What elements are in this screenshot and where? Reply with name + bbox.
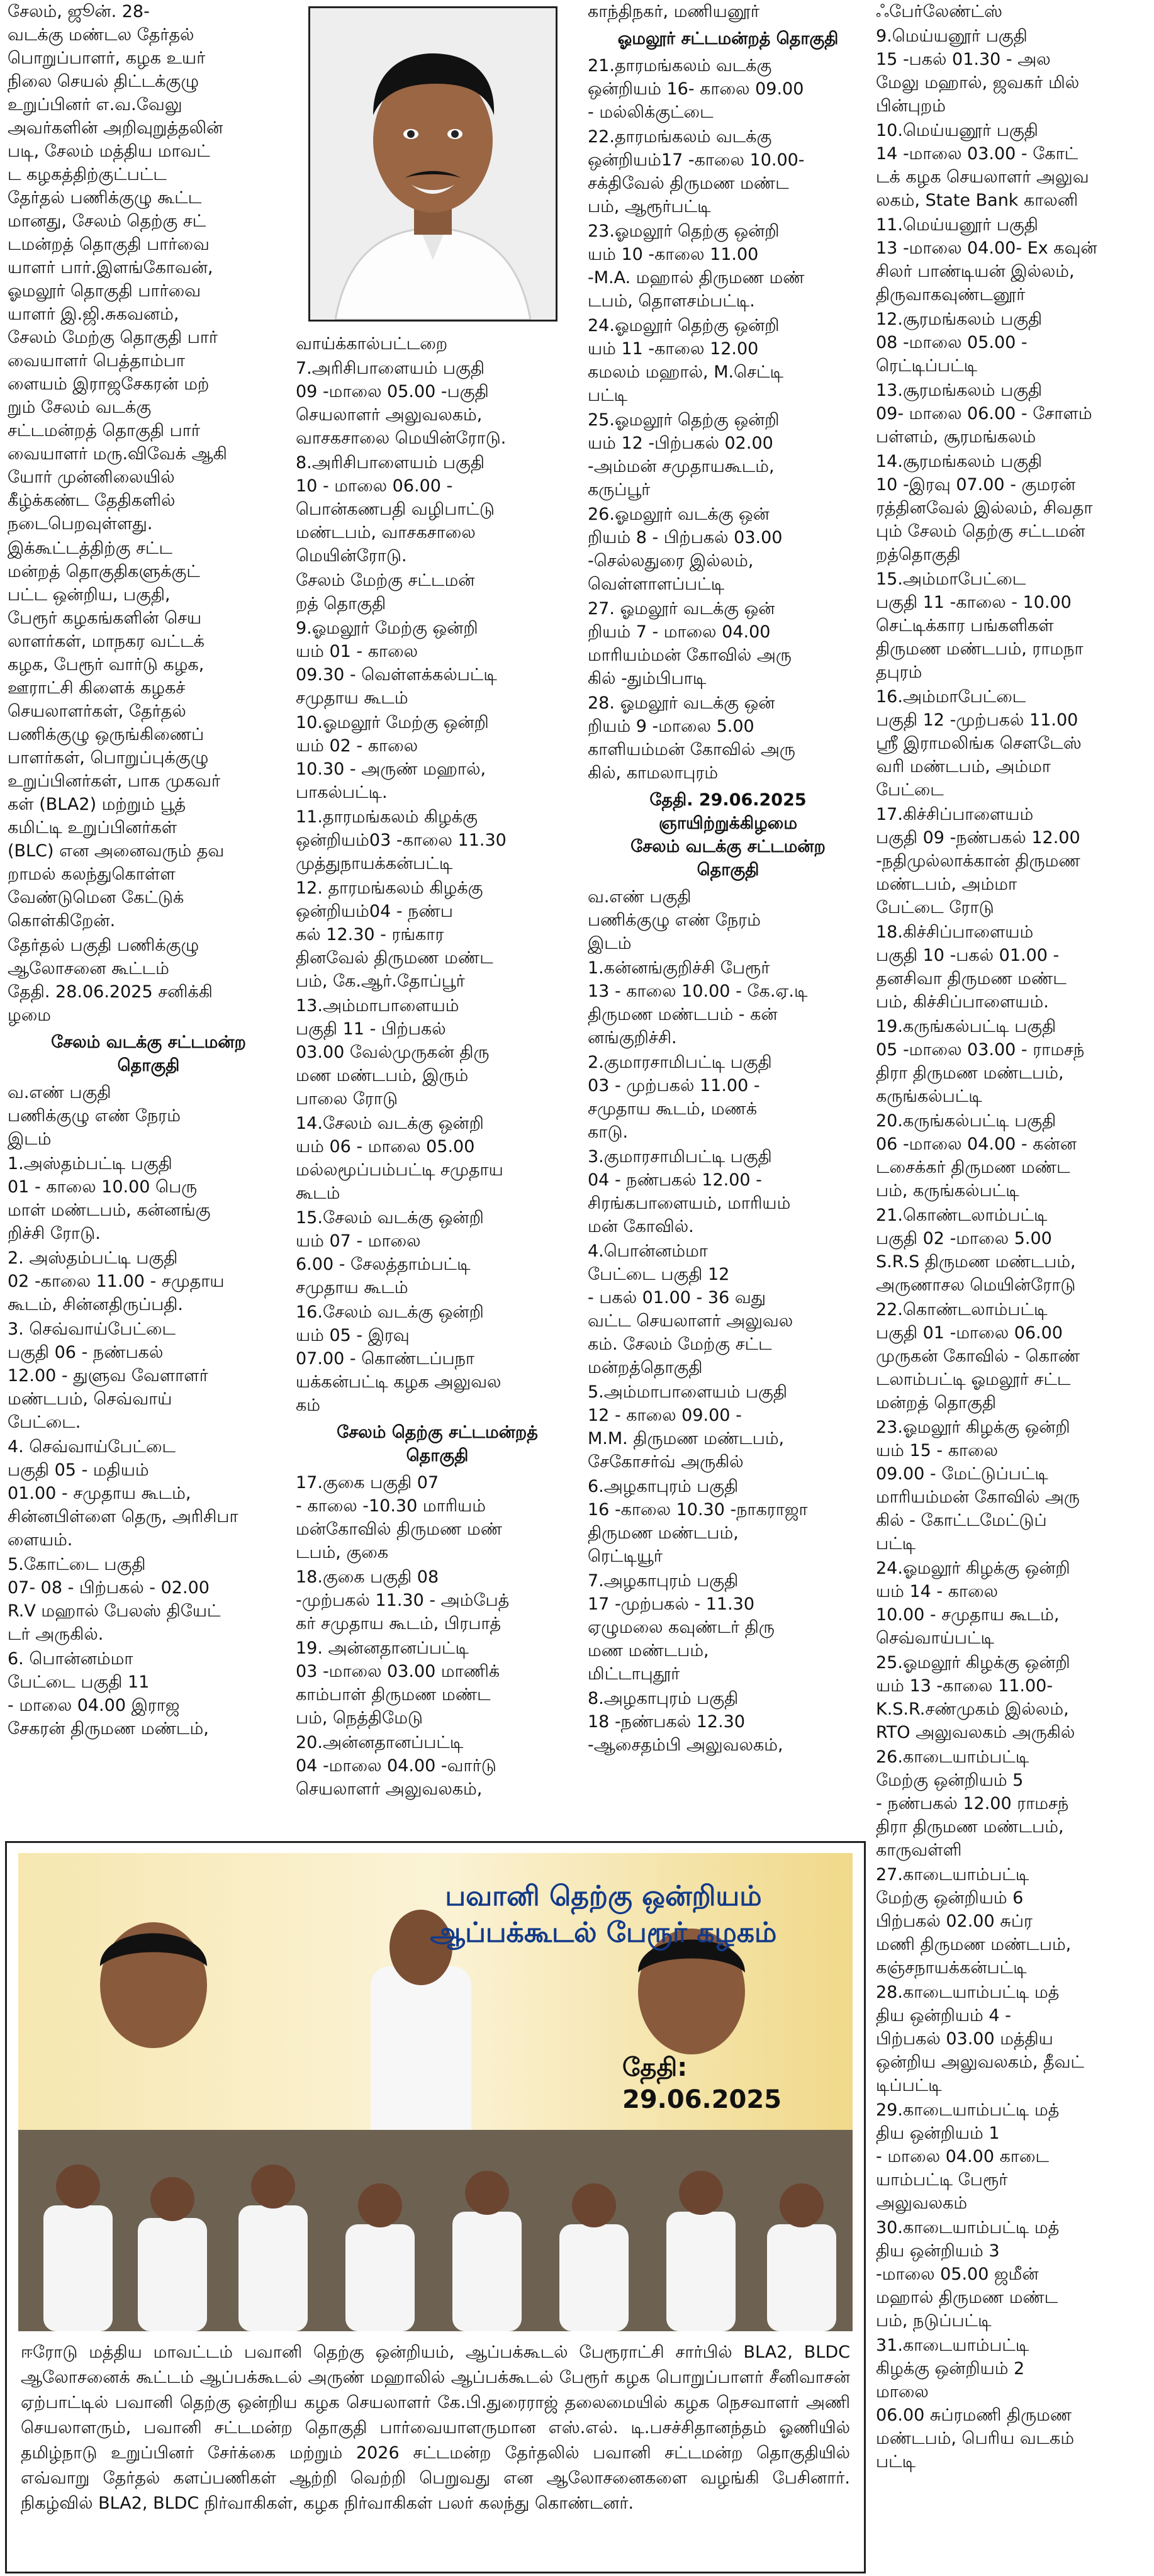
schedule-entry: வ.எண் பகுதி பணிக்குழு எண் நேரம் இடம் bbox=[8, 1083, 181, 1149]
meeting-date-paragraph: தேர்தல் பகுதி பணிக்குழு ஆலோசனை கூட்டம் தேதி. 28.06.2025 சனிக்கி ழமை bbox=[8, 936, 213, 1025]
schedule-entry: 12.சூரமங்கலம் பகுதி 08 -மாலை 05.00 - ரெட்டிப்பட்டி bbox=[876, 310, 1043, 376]
schedule-entry: 26.காடையாம்பட்டி மேற்கு ஒன்றியம் 5 - நண்பகல் 12.00 ராமசந் திரா திருமண மண்டபம், காருவள்ளி bbox=[876, 1747, 1069, 1860]
schedule-entry: 8.அழகாபுரம் பகுதி 18 -நண்பகல் 12.30 -ஆசைதம்பி அலுவலகம், bbox=[588, 1689, 783, 1755]
section-heading: சேலம் தெற்கு சட்டமன்றத் தொகுதி bbox=[337, 1423, 538, 1465]
schedule-entry: 6.அழகாபுரம் பகுதி 16 -காலை 10.30 -நாகராஜா திருமண மண்டபம், ரெட்டியூர் bbox=[588, 1477, 808, 1566]
schedule-entry: 27. ஓமலூர் வடக்கு ஒன் றியம் 7 - மாலை 04.00 மாரியம்மன் கோவில் அரு கில் -தும்பிபாடி bbox=[588, 599, 792, 688]
event-caption: ஈரோடு மத்திய மாவட்டம் பவானி தெற்கு ஒன்றியம், ஆப்பக்கூடல் பேரூராட்சி சார்பில் BLA2, BLDC ஆலோசனைக் கூட்டம் ஆப்பக்கூடல் அருண் மஹாலில் ஆப்பக்கூடல் பேரூர் கழக பொறுப்பாளர் சீனிவாசன் ஏற்பாட்டில் பவானி தெற்கு ஒன்றிய கழக செயலாளர் கே.பி.துரைராஜ் தலைமையில் கழக நெசவாளர் அணி செயலாளரும், பவானி சட்டமன்ற தொகுதி பார்வையாளருமான எஸ்.எல். டி.பசச்சிதானந்தம் ஓணியில் தமிழ்நாடு உறுப்பினர் சேர்க்கை மற்றும் 2026 சட்டமன்ற தேர்தலில் பவானி சட்டமன்ற தொகுதியில் எவ்வாறு தேர்தல் களப்பணிகள் ஆற்றி வெற்றி பெறுவது என ஆலோசனைகளை வழங்கி பேசினார். நிகழ்வில் BLA2, BLDC நிர்வாகிகள், கழக நிர்வாகிகள் பலர் கலந்து கொண்டனர். bbox=[21, 2343, 850, 2513]
section-heading: சேலம் வடக்கு சட்டமன்ற தொகுதி bbox=[51, 1033, 246, 1075]
schedule-entry: 16.சேலம் வடக்கு ஒன்றி யம் 05 - இரவு 07.00 - கொண்டப்பநா யக்கன்பட்டி கழக அலுவல கம் bbox=[296, 1302, 501, 1415]
schedule-entry: 11.தாரமங்கலம் கிழக்கு ஒன்றியம்03 -காலை 11.30 முத்துநாயக்கன்பட்டி bbox=[296, 807, 507, 873]
schedule-entry: 3. செவ்வாய்பேட்டை பகுதி 06 - நண்பகல் 12.00 - துளுவ வேளாளர் மண்டபம், செவ்வாய் பேட்டை. bbox=[8, 1319, 208, 1432]
schedule-entry: 28.காடையாம்பட்டி மத் திய ஒன்றியம் 4 - பிற்பகல் 03.00 மத்திய ஒன்றிய அலுவலகம், தீவட் டிப்பட்டி bbox=[876, 1983, 1084, 2095]
date-heading: தேதி. 29.06.2025 ஞாயிற்றுக்கிழமை சேலம் வடக்கு சட்டமன்ற தொகுதி bbox=[630, 790, 826, 880]
schedule-entry: 4. செவ்வாய்பேட்டை பகுதி 05 - மதியம் 01.00 - சமுதாய கூடம், சின்னபிள்ளை தெரு, அரிசிபா ளையம். bbox=[8, 1437, 238, 1550]
schedule-entry: 23.ஓமலூர் கிழக்கு ஒன்றி யம் 15 - காலை 09.00 - மேட்டுப்பட்டி மாரியம்மன் கோவில் அரு கில் - கோட்டமேட்டுப் பட்டி bbox=[876, 1418, 1080, 1554]
schedule-entry: 2. அஸ்தம்பட்டி பகுதி 02 -காலை 11.00 - சமுதாய கூடம், சின்னதிருப்பதி. bbox=[8, 1248, 225, 1314]
banner-title: பவானி தெற்கு ஒன்றியம் ஆப்பக்கூடல் பேரூர் கழகம் bbox=[430, 1880, 777, 1949]
schedule-entry: 7.அழகாபுரம் பகுதி 17 -முற்பகல் - 11.30 ஏழுமலை கவுண்டர் திரு மண மண்டபம், மிட்டாபுதூர் bbox=[588, 1571, 775, 1684]
schedule-entry: 8.அரிசிபாளையம் பகுதி 10 - மாலை 06.00 - பொன்கணபதி வழிபாட்டு மண்டபம், வாசகசாலை மெயின்ரோடு. bbox=[296, 453, 495, 566]
schedule-entry: 18.குகை பகுதி 08 -முற்பகல் 11.30 - அம்பேத் கர் சமுதாய கூடம், பிரபாத் bbox=[296, 1567, 510, 1633]
intro-paragraph: இக்கூட்டத்திற்கு சட்ட மன்றத் தொகுதிகளுக்குட் பட்ட ஒன்றிய, பகுதி, பேரூர் கழகங்களின் செய லாளர்கள், மாநகர வட்டக் கழக, பேரூர் வார்டு கழக, ஊராட்சி கிளைக் கழகச் செயலாளர்கள், தேர்தல் பணிக்குழு ஒருங்கிணைப் பாளர்கள், பொறுப்புக்குழு உறுப்பினர்கள், பாக முகவர் கள் (BLA2) மற்றும் பூத் கமிட்டி உறுப்பினர்கள் (BLC) என அனைவரும் தவ றாமல் கலந்துகொள்ள வேண்டுமென கேட்டுக் கொள்கிறேன். bbox=[8, 539, 225, 931]
schedule-entry: 20.கருங்கல்பட்டி பகுதி 06 -மாலை 04.00 - கன்ன டசைக்கர் திருமண மண்ட பம், கருங்கல்பட்டி bbox=[876, 1111, 1077, 1201]
section-heading: ஓமலூர் சட்டமன்றத் தொகுதி bbox=[617, 29, 839, 48]
schedule-entry: வாய்க்கால்பட்டறை bbox=[296, 334, 448, 354]
schedule-entry: 2.குமாரசாமிபட்டி பகுதி 03 - முற்பகல் 11.00 - சமுதாய கூடம், மணக் காடு. bbox=[588, 1053, 772, 1142]
schedule-entry: 12. தாரமங்கலம் கிழக்கு ஒன்றியம்04 - நண்ப கல் 12.30 - ரங்கார தினவேல் திருமண மண்ட பம், கே.ஆர்.தோப்பூர் bbox=[296, 878, 493, 991]
schedule-entry: 14.சேலம் வடக்கு ஒன்றி யம் 06 - மாலை 05.00 மல்லமூப்பம்பட்டி சமுதாய கூடம் bbox=[296, 1114, 503, 1203]
schedule-entry: 15.சேலம் வடக்கு ஒன்றி யம் 07 - மாலை 6.00 - சேலத்தாம்பட்டி சமுதாய கூடம் bbox=[296, 1208, 484, 1297]
schedule-entry: 6. பொன்னம்மா பேட்டை பகுதி 11 - மாலை 04.00 இராஜ சேகரன் திருமண மண்டம், bbox=[8, 1649, 209, 1739]
banner-date: தேதி: 29.06.2025 bbox=[622, 2053, 782, 2114]
schedule-entry: 9.மெய்யனூர் பகுதி 15 -பகல் 01.30 - அல மேலு மஹால், ஜவகர் மில் பின்புறம் bbox=[876, 26, 1080, 116]
schedule-entry: 31.காடையாம்பட்டி கிழக்கு ஒன்றியம் 2 மாலை 06.00 சுப்ரமணி திருமண மண்டபம், பெரிய வடகம் பட்டி bbox=[876, 2336, 1075, 2472]
schedule-entry: 21.கொண்டலாம்பட்டி பகுதி 02 -மாலை 5.00 S.R.S திருமண மண்டபம், அருணாசல மெயின்ரோடு bbox=[876, 1206, 1076, 1295]
schedule-entry: 30.காடையாம்பட்டி மத் திய ஒன்றியம் 3 -மாலை 05.00 ஜமீன் மஹால் திருமண மண்ட பம், நடுப்பட்டி bbox=[876, 2218, 1060, 2331]
schedule-entry: 14.சூரமங்கலம் பகுதி 10 -இரவு 07.00 - குமரன் ரத்தினவேல் இல்லம், சிவதா பும் சேலம் தெற்கு சட்டமன் றத்தொகுதி bbox=[876, 452, 1093, 564]
schedule-entry: 19.கருங்கல்பட்டி பகுதி 05 -மாலை 03.00 - ராமசந் திரா திருமண மண்டபம், கருங்கல்பட்டி bbox=[876, 1017, 1085, 1106]
schedule-entry: 26.ஓமலூர் வடக்கு ஒன் றியம் 8 - பிற்பகல் 03.00 -செல்லதுரை இல்லம், வெள்ளாளப்பட்டி bbox=[588, 505, 783, 594]
schedule-entry: 1.கன்னங்குறிச்சி பேரூர் 13 - காலை 10.00 - கே.ஏ.டி திருமண மண்டபம் - கன் னங்குறிச்சி. bbox=[588, 958, 808, 1048]
schedule-entry: 15.அம்மாபேட்டை பகுதி 11 -காலை - 10.00 செட்டிக்கார பங்களிகள் திருமண மண்டபம், ராமநா தபுரம் bbox=[876, 569, 1084, 682]
schedule-entry: 17.குகை பகுதி 07 - காலை -10.30 மாரியம் மன்கோவில் திருமண மண் டபம், குகை bbox=[296, 1473, 503, 1562]
schedule-entry: 10.மெய்யனூர் பகுதி 14 -மாலை 03.00 - கோட் டக் கழக செயலாளர் அலுவ லகம், State Bank காலனி bbox=[876, 121, 1089, 210]
schedule-entry: 25.ஓமலூர் கிழக்கு ஒன்றி யம் 13 -காலை 11.00- K.S.R.சண்முகம் இல்லம், RTO அலுவலகம் அருகில் bbox=[876, 1653, 1075, 1742]
schedule-entry: வ.எண் பகுதி பணிக்குழு எண் நேரம் இடம் bbox=[588, 887, 761, 953]
schedule-entry: காந்திநகர், மணியனூர் bbox=[588, 2, 760, 21]
schedule-entry: 10.ஓமலூர் மேற்கு ஒன்றி யம் 02 - காலை 10.30 - அருண் மஹால், பாகல்பட்டி. bbox=[296, 713, 489, 802]
portrait-illustration bbox=[310, 8, 556, 320]
schedule-entry: 18.கிச்சிப்பாளையம் பகுதி 10 -பகல் 01.00 - தனசிவா திருமண மண்ட பம், கிச்சிப்பாளையம். bbox=[876, 922, 1067, 1012]
portrait-photo bbox=[308, 6, 557, 322]
intro-paragraph: சேலம், ஜூன். 28- வடக்கு மண்டல தேர்தல் பொறுப்பாளர், கழக உயர் நிலை செயல் திட்டக்குழு உறுப்பினர் எ.வ.வேலு அவர்களின் அறிவுறுத்தலின் படி, சேலம் மத்திய மாவட் ட கழகத்திற்குட்பட்ட தேர்தல் பணிக்குழு கூட்ட மானது, சேலம் தெற்கு சட் டமன்றத் தொகுதி பார்வை யாளர் பார்.இளங்கோவன், ஓமலூர் தொகுதி பார்வை யாளர் இ.ஜி.சுகவனம், சேலம் மேற்கு தொகுதி பார் வையாளர் பெத்தாம்பா ளையம் இராஜசேகரன் மற் றும் சேலம் வடக்கு சட்டமன்றத் தொகுதி பார் வையாளர் மரு.விவேக் ஆகி யோர் முன்னிலையில் கீழ்க்கண்ட தேதிகளில் நடைபெறவுள்ளது. bbox=[8, 2, 227, 534]
schedule-entry: 17.கிச்சிப்பாளையம் பகுதி 09 -நண்பகல் 12.00 -நதிமுல்லாக்கான் திருமண மண்டபம், அம்மா பேட்டை ரோடு bbox=[876, 805, 1080, 917]
column-4 bbox=[876, 0, 1146, 2475]
schedule-entry: 27.காடையாம்பட்டி மேற்கு ஒன்றியம் 6 பிற்பகல் 02.00 சுப்ர மணி திருமண மண்டபம், கஞ்சநாயக்கன்பட்டி bbox=[876, 1865, 1072, 1978]
schedule-entry: 19. அன்னதானப்பட்டி 03 -மாலை 03.00 மாணிக் காம்பாள் திருமண மண்ட பம், நெத்திமேடு bbox=[296, 1638, 500, 1728]
schedule-entry: 9.ஓமலூர் மேற்கு ஒன்றி யம் 01 - காலை 09.30 - வெள்ளக்கல்பட்டி சமுதாய கூடம் bbox=[296, 619, 497, 708]
schedule-entry: 7.அரிசிபாளையம் பகுதி 09 -மாலை 05.00 -பகுதி செயலாளர் அலுவலகம், வாசகசாலை மெயின்ரோடு. bbox=[296, 359, 507, 448]
schedule-entry: 24.ஓமலூர் தெற்கு ஒன்றி யம் 11 -காலை 12.00 கமலம் மஹால், M.செட்டி பட்டி bbox=[588, 316, 784, 405]
event-photo bbox=[18, 1853, 853, 2331]
schedule-entry: 23.ஓமலூர் தெற்கு ஒன்றி யம் 10 -காலை 11.00 -M.A. மஹால் திருமண மண் டபம், தொளசம்பட்டி. bbox=[588, 221, 805, 311]
column-2 bbox=[296, 332, 579, 1802]
schedule-entry: 22.கொண்டலாம்பட்டி பகுதி 01 -மாலை 06.00 முருகன் கோவில் - கொண் டலாம்பட்டி ஓமலூர் சட்ட மன்றத் தொகுதி bbox=[876, 1300, 1080, 1413]
column-3 bbox=[588, 0, 868, 1758]
schedule-entry: 22.தாரமங்கலம் வடக்கு ஒன்றியம்17 -காலை 10.00- சக்திவேல் திருமண மண்ட பம், ஆரூர்பட்டி bbox=[588, 127, 805, 216]
schedule-entry: 16.அம்மாபேட்டை பகுதி 12 -முற்பகல் 11.00 ஸ்ரீ இராமலிங்க சௌடேஸ் வரி மண்டபம், அம்மா பேட்டை bbox=[876, 687, 1082, 800]
schedule-entry: 28. ஓமலூர் வடக்கு ஒன் றியம் 9 -மாலை 5.00 காளியம்மன் கோவில் அரு கில், காமலாபுரம் bbox=[588, 693, 795, 783]
event-photo-box bbox=[5, 1841, 866, 2573]
schedule-entry: 4.பொன்னம்மா பேட்டை பகுதி 12 - பகல் 01.00 - 36 வது வட்ட செயலாளர் அலுவல கம். சேலம் மேற்கு சட்ட மன்றத்தொகுதி bbox=[588, 1241, 793, 1377]
schedule-entry: 13.அம்மாபாளையம் பகுதி 11 - பிற்பகல் 03.00 வேல்முருகன் திரு மண மண்டபம், இரும் பாலை ரோடு bbox=[296, 996, 490, 1109]
schedule-entry: 5.கோட்டை பகுதி 07- 08 - பிற்பகல் - 02.00 R.V மஹால் பேலஸ் தியேட் டர் அருகில். bbox=[8, 1555, 221, 1644]
schedule-entry: 3.குமாரசாமிபட்டி பகுதி 04 - நண்பகல் 12.00 - சிரங்கபாளையம், மாரியம் மன் கோவில். bbox=[588, 1147, 791, 1236]
schedule-entry: 1.அஸ்தம்பட்டி பகுதி 01 - காலை 10.00 பெரு மாள் மண்டபம், கன்னங்கு றிச்சி ரோடு. bbox=[8, 1154, 211, 1243]
schedule-entry: 5.அம்மாபாளையம் பகுதி 12 - காலை 09.00 - M.M. திருமண மண்டபம், சேகோசர்வ் அருகில் bbox=[588, 1382, 787, 1472]
schedule-entry: 29.காடையாம்பட்டி மத் திய ஒன்றியம் 1 - மாலை 04.00 காடை யாம்பட்டி பேரூர் அலுவலகம் bbox=[876, 2100, 1060, 2213]
schedule-entry: 25.ஓமலூர் தெற்கு ஒன்றி யம் 12 -பிற்பகல் 02.00 -அம்மன் சமுதாயகூடம், கருப்பூர் bbox=[588, 410, 780, 500]
column-1 bbox=[8, 0, 289, 1742]
schedule-entry: ஃபேர்லேண்ட்ஸ் bbox=[876, 2, 1002, 21]
schedule-entry: 20.அன்னதானப்பட்டி 04 -மாலை 04.00 -வார்டு செயலாளர் அலுவலகம், bbox=[296, 1733, 496, 1799]
schedule-entry: 13.சூரமங்கலம் பகுதி 09- மாலை 06.00 - சோளம் பள்ளம், சூரமங்கலம் bbox=[876, 381, 1092, 447]
schedule-entry: 11.மெய்யனூர் பகுதி 13 -மாலை 04.00- Ex கவுன் சிலர் பாண்டியன் இல்லம், திருவாகவுண்டனூர் bbox=[876, 215, 1097, 305]
schedule-entry: 24.ஓமலூர் கிழக்கு ஒன்றி யம் 14 - காலை 10.00 - சமுதாய கூடம், செவ்வாய்பட்டி bbox=[876, 1559, 1070, 1648]
schedule-entry: 21.தாரமங்கலம் வடக்கு ஒன்றியம் 16- காலை 09.00 - மல்லிக்குட்டை bbox=[588, 56, 804, 122]
schedule-entry: சேலம் மேற்கு சட்டமன் றத் தொகுதி bbox=[296, 571, 475, 613]
